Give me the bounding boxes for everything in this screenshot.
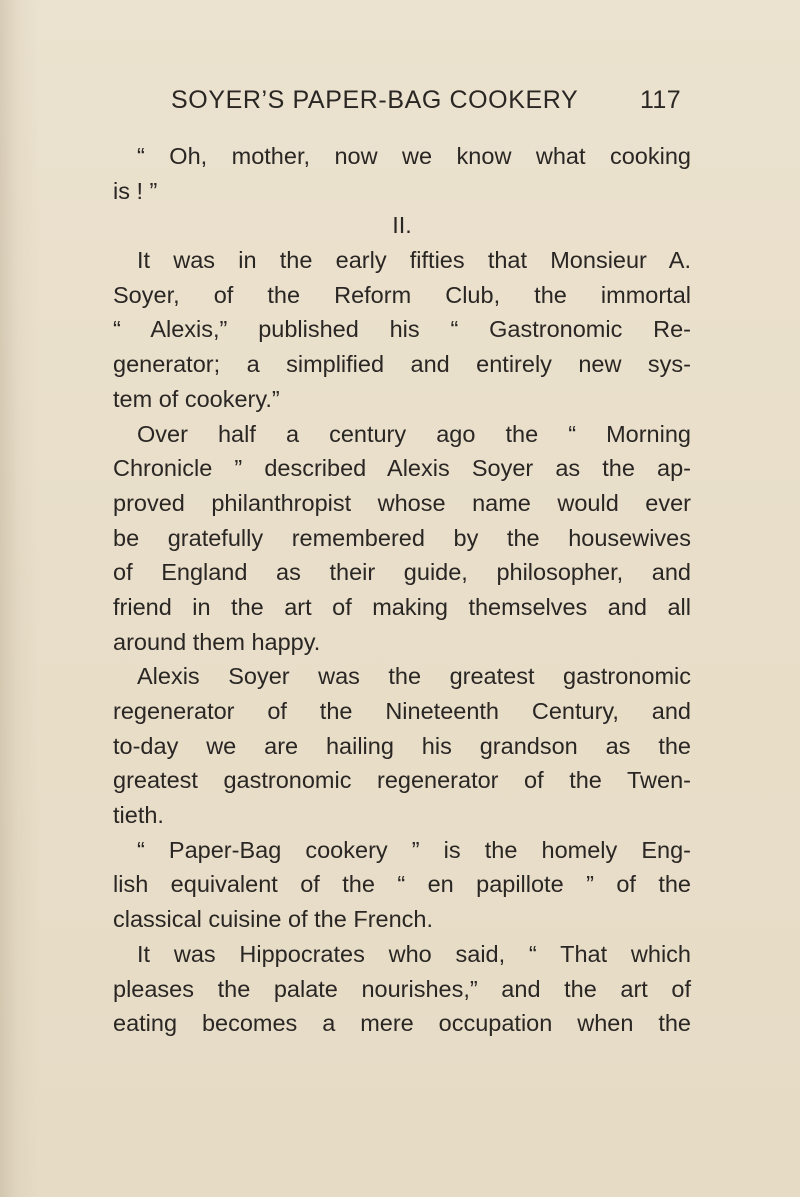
text-line: to-day we are hailing his grandson as the xyxy=(113,732,691,759)
body-text xyxy=(113,139,691,1041)
text-line: is ! ” xyxy=(113,177,158,204)
text-line: pleases the palate nourishes,” and the art of xyxy=(113,975,691,1002)
text-line: tem of cookery.” xyxy=(113,385,280,412)
text-line: generator; a simplified and entirely new sys- xyxy=(113,351,691,378)
text-line: It was in the early fifties that Monsieur A. xyxy=(137,247,691,274)
text-line: of England as their guide, philosopher, and xyxy=(113,559,691,586)
text-line: Soyer, of the Reform Club, the immortal xyxy=(113,281,691,308)
text-line: “ Oh, mother, now we know what cooking xyxy=(137,143,691,169)
text-line: regenerator of the Nineteenth Century, and xyxy=(113,698,691,724)
text-line: tieth. xyxy=(113,802,164,829)
text-line: “ Paper-Bag cookery ” is the homely Eng- xyxy=(137,836,691,863)
running-title: SOYER’S PAPER-BAG COOKERY xyxy=(171,86,579,114)
text-line: lish equivalent of the “ en papillote ” of the xyxy=(113,871,691,898)
running-header xyxy=(171,86,681,115)
text-line: greatest gastronomic regenerator of the Twen- xyxy=(113,767,691,794)
text-line: “ Alexis,” published his “ Gastronomic Re- xyxy=(113,316,691,343)
text-line: It was Hippocrates who said, “ That which xyxy=(137,940,691,967)
text-line: Chronicle ” described Alexis Soyer as the ap- xyxy=(113,455,691,482)
text-line: Over half a century ago the “ Morning xyxy=(137,420,691,447)
page-number: 117 xyxy=(639,86,681,114)
text-line: proved philanthropist whose name would ever xyxy=(113,489,691,516)
text-line: be gratefully remembered by the housewives xyxy=(113,524,691,551)
text-line: eating becomes a mere occupation when the xyxy=(113,1010,691,1037)
text-line: around them happy. xyxy=(113,628,321,655)
text-line: friend in the art of making themselves and all xyxy=(113,593,691,620)
text-line: classical cuisine of the French. xyxy=(113,906,434,933)
text-line: Alexis Soyer was the greatest gastronomic xyxy=(137,663,691,690)
section-heading: II. xyxy=(392,212,412,239)
